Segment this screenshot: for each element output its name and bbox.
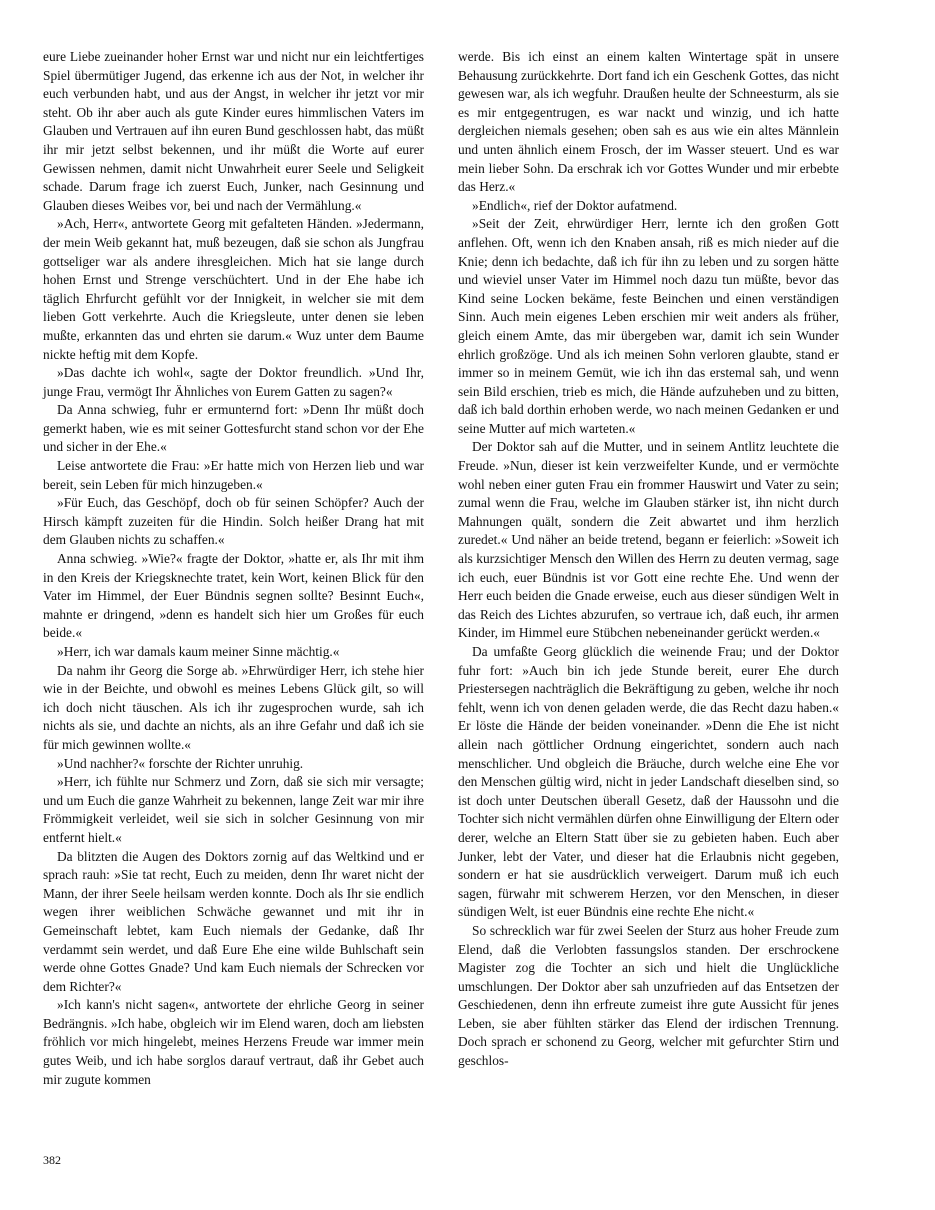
paragraph: Da blitzten die Augen des Doktors zornig auf das Weltkind und er sprach rauh: »Sie tat recht, Euch zu meiden, denn Ihr waret nicht der Mann, der ihrer Seele heilsam werden konnte. Doch als Ihr sie endlich wegen ihrer weiblichen Schwäche gewannet und mit ihr in Gemeinschaft lebtet, kam Euch niemals der Gedanke, daß Ihr verdammt sein werdet, und daß Eure Ehe eine wilde Buhlschaft sein werde ohne Gottes Gnade? Und kam Euch niemals der Schrecken vor dem Richter?« [43, 848, 424, 994]
paragraph: So schrecklich war für zwei Seelen der Sturz aus hoher Freude zum Elend, daß die Verlobten fassungslos standen. Der erschrockene Magister zog die Tochter an sich und hielt die Unglückliche umschlungen. Der Doktor aber sah unzufrieden auf das Entsetzen der Geschiedenen, denn ihn erfreute zumeist ihre gute Aussicht für jenes Leben, sie aber fühlten stärker das Elend der irdischen Trennung. Doch sprach er schonend zu Georg, welcher mit gefurchter Stirn und geschlos- [458, 922, 839, 1069]
paragraph: Da Anna schwieg, fuhr er ermunternd fort: »Denn Ihr müßt doch gemerkt haben, wie es mit seiner Gottesfurcht stand schon vor der Ehe und sicher in der Ehe.« [43, 402, 424, 455]
paragraph: Da nahm ihr Georg die Sorge ab. »Ehrwürdiger Herr, ich stehe hier wie in der Beichte, und obwohl es meines Lebens Glück gilt, so will ich doch nicht täuschen. Als ich ihr zugesprochen wurde, sah ich nichts als sie, und dachte an nichts, als an ihre Gefahr und daß ich sie für mich gewinnen wollte.« [43, 662, 424, 752]
left-column [43, 48, 424, 1089]
paragraph: »Herr, ich fühlte nur Schmerz und Zorn, daß sie sich mir versagte; und um Euch die ganze Wahrheit zu bekennen, lange Zeit war mir ihre Frömmigkeit verleidet, weil sie sich in solcher Gesinnung von mir entfernt hielt.« [43, 774, 424, 845]
paragraph: »Das dachte ich wohl«, sagte der Doktor freundlich. »Und Ihr, junge Frau, vermögt Ihr Ähnliches von Eurem Gatten zu sagen?« [43, 365, 424, 399]
paragraph: »Seit der Zeit, ehrwürdiger Herr, lernte ich den großen Gott anflehen. Oft, wenn ich den Knaben ansah, riß es mich nieder auf die Knie; denn ich bedachte, daß ich für ihn zu leben und zu sorgen hätte und wieviel unser Vater im Himmel noch dazu tun müßte, bevor das Kind seine Locken bekäme, feste Beinchen und einen verständigen Sinn. Auch mein eigenes Leben erschien mir weit anders als früher, gleich einem Amte, das mir übergeben war, damit ich sein Wunder ehrlich großzöge. Und als ich meinen Sohn verloren glaubte, stand er immer so in meinem Gemüt, wie ich ihn das erstemal sah, und wenn sein Bild erschien, trieb es mich, die Hände aufzuheben und zu bitten, daß ich bald dorthin erhoben werde, wo nach meinen Gedanken er und seine Mutter auf mich warteten.« [458, 216, 839, 436]
page-number: 382 [43, 1153, 61, 1167]
paragraph: Der Doktor sah auf die Mutter, und in seinem Antlitz leuchtete die Freude. »Nun, dieser ist kein verzweifelter Kunde, und er vermöchte wohl neben einer guten Frau ein frommer Hauswirt und Vater zu sein; zumal wenn die Frau, welche im Glauben stärker ist, ihn nicht durch Mahnungen quält, sondern die Zeit abwartet und ihm herzlich zuredet.« Und näher an beide tretend, begann er feierlich: »Soweit ich als kurzsichtiger Mensch den Willen des Herrn zu deuten vermag, sage ich euch, euer Bündnis ist vor Gott eine rechte Ehe. Und wenn der Herr euch beiden die Gnade erweise, euch aus dieser sündigen Welt in das Reich des Lichtes abzurufen, so vertraue ich, daß euch, ihr armen Kinder, im Himmel eure Stübchen nebeneinander gerückt werden.« [458, 439, 839, 641]
paragraph: »Und nachher?« forschte der Richter unruhig. [57, 755, 304, 771]
paragraph: »Herr, ich war damals kaum meiner Sinne mächtig.« [57, 644, 340, 659]
paragraph: Leise antwortete die Frau: »Er hatte mich von Herzen lieb und war bereit, sein Leben für mich hinzugeben.« [43, 458, 424, 492]
paragraph: eure Liebe zueinander hoher Ernst war und nicht nur ein leichtfertiges Spiel übermütiger Jugend, das erkenne ich aus der Not, in welcher ihr euch verbunden habt, und aus der Angst, in welcher ihr jetzt vor mir steht. Ob ihr aber auch als gute Kinder eures himmlischen Vaters im Glauben und Vertrauen auf ihn euren Bund geschlossen habt, das müßt ihr mir jetzt selbst bekennen, und ihr müßt die Worte auf eurer Gewissen nehmen, damit nicht Unwahrheit eurer Seele und Seligkeit schade. Darum frage ich zuerst Euch, Junker, nach Gesinnung und Glauben dieses Weibes vor, bei und nach der Vermählung.« [43, 49, 424, 213]
paragraph: »Ich kann's nicht sagen«, antwortete der ehrliche Georg in seiner Bedrängnis. »Ich habe, obgleich wir im Elend waren, doch am liebsten fröhlich vor mich hingelebt, meines Herzens Freude war immer mein gutes Weib, und ich habe sorglos darauf vertraut, daß ihr Gebet auch mir zugute kommen [43, 997, 424, 1087]
right-column [458, 48, 839, 1071]
paragraph: »Ach, Herr«, antwortete Georg mit gefalteten Händen. »Jedermann, der mein Weib gekannt hat, muß bezeugen, daß sie schon als Jungfrau gottseliger war als andere ihresgleichen. Mich hat sie lange durch hohen Ernst und Strenge verschüchtert. Und in der Ehe habe ich täglich Ehrfurcht gefühlt vor der Innigkeit, in welcher sie mit dem lieben Gott verkehrte. Auch die Kriegsleute, unter denen sie leben mußte, erkannten das und ehrten sie darum.« Wuz unter dem Baume nickte heftig mit dem Kopfe. [43, 216, 424, 362]
paragraph: Da umfaßte Georg glücklich die weinende Frau; und der Doktor fuhr fort: »Auch bin ich jede Stunde bereit, eurer Ehe durch Priestersegen nachträglich die Bekräftigung zu geben, welche ihr noch fehlt, wenn ich von denen geladen werde, die das Recht dazu haben.« Er löste die Hände der beiden voneinander. »Denn die Ehe ist nicht allein nach göttlicher Ordnung eingerichtet, sondern auch nach menschlicher. Und obgleich die Bräuche, durch welche eine Ehe vor den Menschen gültig wird, nicht in jeder Landschaft dieselben sind, so ist doch unter Deutschen überall Gesetz, daß der Haussohn und die Tochter sich nicht vermählen dürfen ohne Einwilligung der Eltern oder derer, welche an Eltern Statt über sie zu gebieten haben. Euch aber Junker, lebt der Vater, und dieser hat die Erlaubnis nicht gegeben, sondern er hat sie ausdrücklich verweigert. Darum muß ich euch sagen, fürwahr mit schwerem Herzen, vor den Menschen, in dieser sündigen Welt, ist euer Bündnis eine rechte Ehe nicht.« [458, 644, 839, 920]
paragraph: werde. Bis ich einst an einem kalten Wintertage spät in unsere Behausung zurückkehrte. Dort fand ich ein Geschenk Gottes, das nicht gewesen war, als ich wegfuhr. Draußen heulte der Schneesturm, als sie es mir entgegentrugen, es war nackt und winzig, und ich hatte dergleichen niemals gesehen; oben sah es aus wie ein altes Männlein und unten ähnlich einem Frosch, der im Wasser steuert. Und es war mein lieber Sohn. Da erschrak ich vor Gottes Wunder und mir erbebte das Herz.« [458, 49, 839, 195]
paragraph: Anna schwieg. »Wie?« fragte der Doktor, »hatte er, als Ihr mit ihm in den Kreis der Kriegsknechte tratet, kein Wort, keinen Blick für den Vater im Himmel, der Euer Bündnis segnen sollte? Besinnt Euch«, mahnte er dringend, »denn es handelt sich hier um Großes für euch beide.« [43, 551, 424, 641]
paragraph: »Für Euch, das Geschöpf, doch ob für seinen Schöpfer? Auch der Hirsch kämpft zuzeiten für die Hindin. Solch heißer Drang hat mit dem Glauben nichts zu schaffen.« [43, 495, 424, 548]
paragraph: »Endlich«, rief der Doktor aufatmend. [472, 197, 678, 213]
